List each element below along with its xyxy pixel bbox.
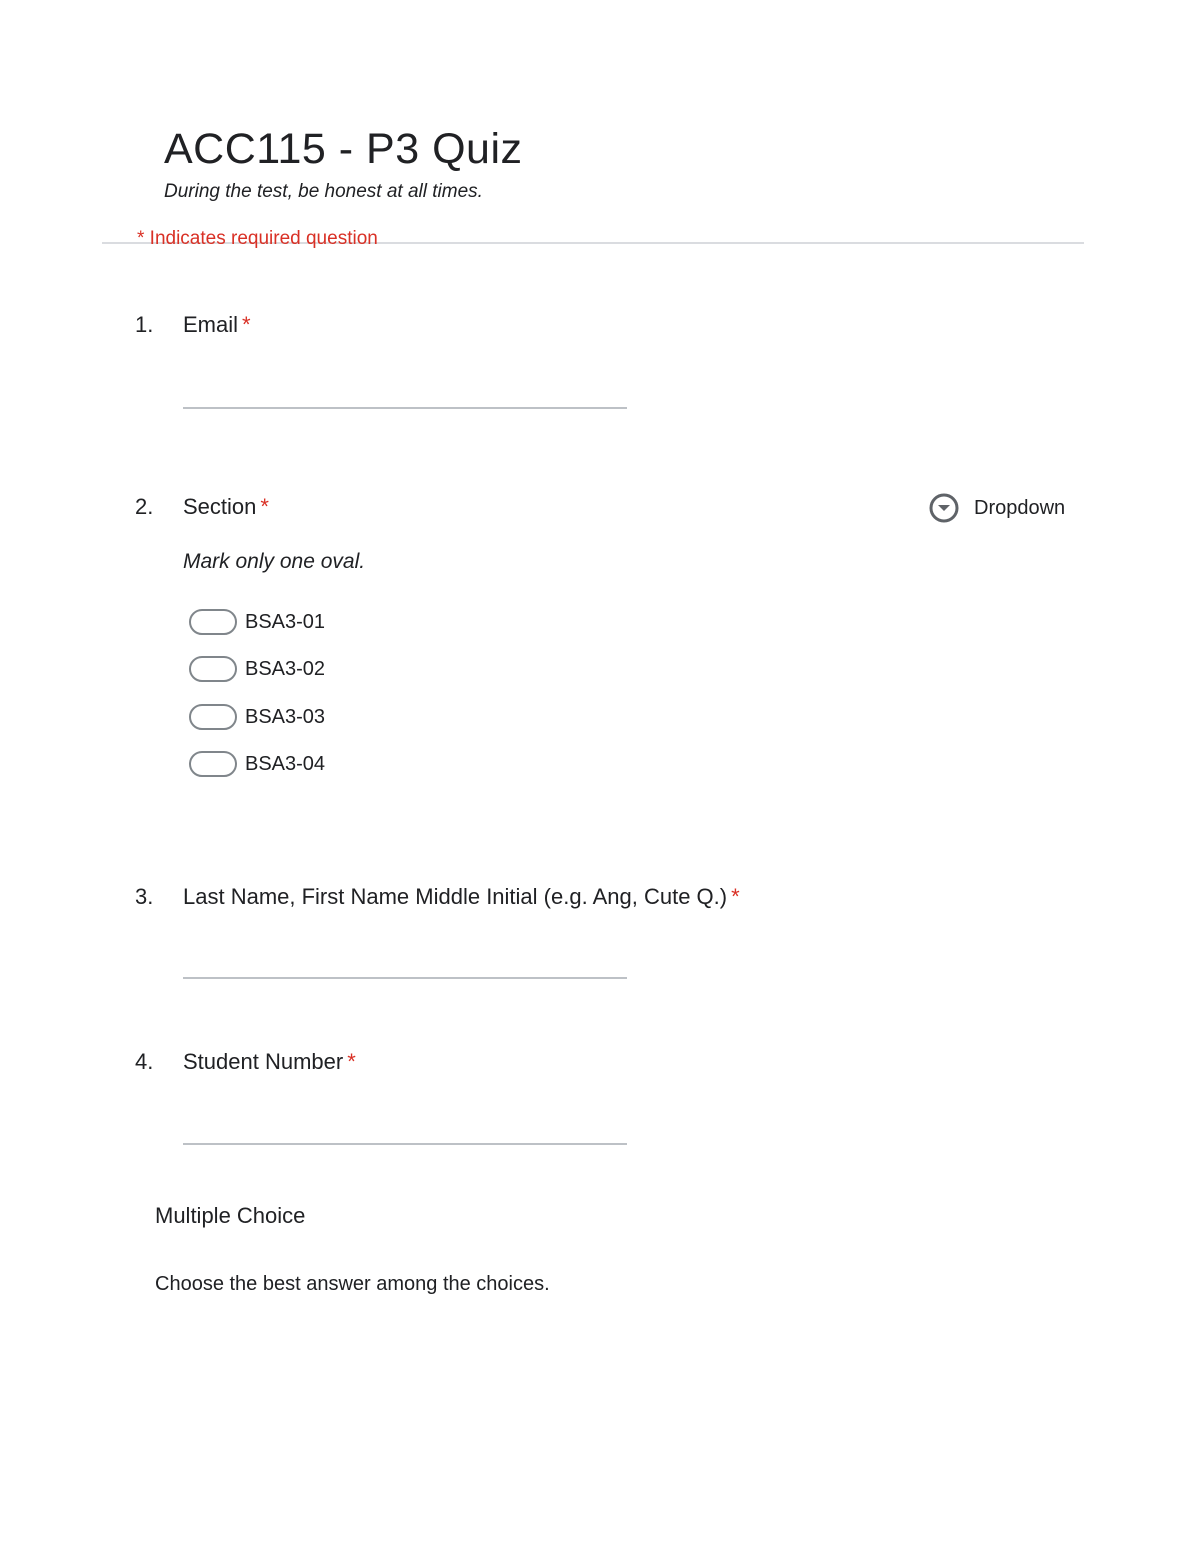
helper-text: Mark only one oval.	[183, 550, 366, 573]
question-name	[183, 884, 740, 910]
question-section	[183, 494, 269, 520]
question-number: 1.	[135, 312, 154, 337]
question-email	[183, 312, 251, 338]
email-field[interactable]	[183, 407, 627, 409]
question-title: Email	[183, 312, 239, 337]
option-bsa3-04[interactable]	[189, 750, 325, 778]
oval-radio[interactable]	[189, 704, 237, 730]
form-description: During the test, be honest at all times.	[164, 181, 483, 202]
question-student-number	[183, 1049, 356, 1075]
question-number: 3.	[135, 884, 154, 909]
option-label: BSA3-04	[245, 752, 326, 775]
question-type-label: Dropdown	[974, 496, 1066, 519]
oval-radio[interactable]	[189, 656, 237, 682]
question-title: Section	[183, 494, 257, 519]
option-label: BSA3-02	[245, 657, 326, 680]
question-number: 4.	[135, 1049, 154, 1074]
required-star: *	[242, 312, 251, 337]
section-description: Choose the best answer among the choices.	[155, 1273, 550, 1295]
oval-radio[interactable]	[189, 609, 237, 635]
required-star: *	[731, 884, 740, 909]
section-heading: Multiple Choice	[155, 1203, 306, 1228]
required-star: *	[347, 1049, 356, 1074]
required-star: *	[260, 494, 269, 519]
form-title: ACC115 - P3 Quiz	[164, 125, 523, 173]
question-number: 2.	[135, 494, 154, 519]
option-label: BSA3-03	[245, 705, 326, 728]
student-number-field[interactable]	[183, 1143, 627, 1145]
option-label: BSA3-01	[245, 610, 326, 633]
option-bsa3-02[interactable]	[189, 655, 325, 683]
option-bsa3-03[interactable]	[189, 703, 325, 731]
question-type-dropdown	[928, 492, 1065, 524]
dropdown-circle-icon	[928, 492, 960, 524]
option-bsa3-01[interactable]	[189, 608, 325, 636]
oval-radio[interactable]	[189, 751, 237, 777]
required-note: * Indicates required question	[137, 228, 378, 249]
question-title: Student Number	[183, 1049, 344, 1074]
question-title: Last Name, First Name Middle Initial (e.g. Ang, Cute Q.)	[183, 884, 728, 909]
name-field[interactable]	[183, 977, 627, 979]
